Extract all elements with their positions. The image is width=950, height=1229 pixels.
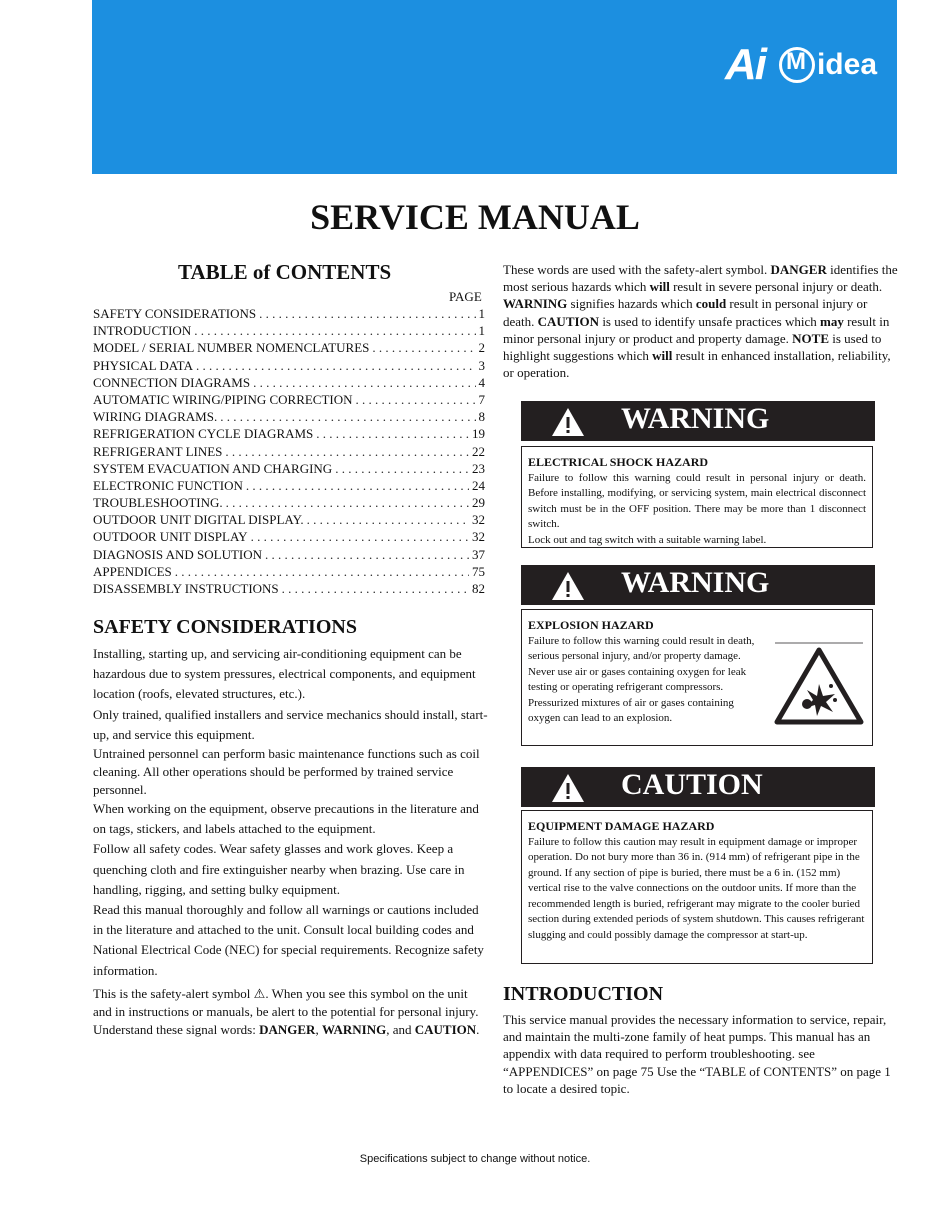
toc-entry-label: DISASSEMBLY INSTRUCTIONS [93, 581, 279, 596]
caution-word: CAUTION [414, 1021, 477, 1037]
toc-leader-dots [356, 392, 476, 408]
toc-entry[interactable] [93, 478, 485, 495]
toc-entry-page: 4 [478, 374, 485, 390]
header-banner [92, 0, 897, 174]
toc-entry-label: DIAGNOSIS AND SOLUTION [93, 546, 262, 562]
toc-entry-label: SYSTEM EVACUATION AND CHARGING [93, 460, 333, 476]
toc-leader-dots [225, 444, 469, 460]
explosion-hazard-icon [773, 642, 865, 726]
text-run: result in minor personal injury or product and property damage. [503, 313, 890, 346]
emphasis: will [652, 348, 673, 364]
toc-leader-dots [196, 358, 476, 374]
text-run: is used to highlight suggestions which [503, 330, 882, 364]
toc-entry[interactable] [93, 547, 485, 564]
toc-entry[interactable] [93, 340, 485, 357]
toc-entry-label: REFRIGERANT LINES [93, 443, 223, 459]
warning-banner [521, 401, 875, 441]
hazard-text: Failure to follow this warning could result in personal injury or death. Before installing, modifying, or servicing system, main electrical disconnect switch must be in the OFF position. There may be more than 1 disconnect switch. [528, 471, 866, 530]
toc-leader-dots [251, 529, 469, 545]
hazard-title: ELECTRICAL SHOCK HAZARD [528, 455, 709, 469]
introduction-text: This service manual provides the necessary information to service, repair, and maintain the multi-zone family of heat pumps. This manual has an appendix with data required to perform troubleshooting. see “APPENDICES” on page 75 Use the “TABLE of CONTENTS” on page 1 to locate a desired topic. [503, 1012, 891, 1096]
toc-entry-label: OUTDOOR UNIT DIGITAL DISPLAY. [93, 512, 304, 528]
safety-paragraph: Follow all safety codes. Wear safety glasses and work gloves. Keep a quenching cloth and fire extinguisher nearby when brazing. Use care in handling, rigging, and setting bulky equipment. [93, 841, 465, 897]
toc-entry-label: SAFETY CONSIDERATIONS [93, 306, 257, 321]
toc-leader-dots [259, 306, 475, 322]
warning-word: WARNING [503, 296, 568, 312]
toc-entry-page: 22 [472, 443, 485, 459]
warning-triangle-icon [551, 571, 585, 601]
toc-entry-label: OUTDOOR UNIT DISPLAY [93, 529, 248, 545]
midea-m-icon [779, 47, 815, 83]
toc-entry[interactable] [93, 512, 485, 529]
toc-entry-page: 82 [472, 581, 485, 596]
equipment-damage-box [521, 810, 873, 964]
toc-entry-page: 1 [478, 323, 485, 339]
safety-paragraph: Read this manual thoroughly and follow all warnings or cautions included in the literature and attached to the unit. Consult local building codes and National Electrical Code (NEC) for special requirements. Recognize safety information. [93, 902, 484, 978]
warning-triangle-icon [551, 407, 585, 437]
toc-entry[interactable] [93, 392, 485, 409]
toc-entry[interactable] [93, 375, 485, 392]
emphasis: could [695, 296, 727, 312]
separator: . [476, 1021, 480, 1037]
signal-words-paragraph [503, 261, 898, 381]
introduction-heading: INTRODUCTION [503, 983, 664, 1005]
hazard-text: Lock out and tag switch with a suitable warning label. [528, 533, 767, 546]
note-word: NOTE [792, 330, 830, 346]
toc-entry[interactable] [93, 564, 485, 581]
midea-logo-text: idea [816, 48, 877, 81]
brand-logo [725, 40, 877, 90]
footer-note: Specifications subject to change without notice. [359, 1153, 591, 1165]
toc-entry-page: 7 [478, 391, 485, 407]
safety-paragraph: Untrained personnel can perform basic maintenance functions such as coil cleaning. All other operations should be performed by trained service personnel. [93, 746, 480, 798]
toc-entry-page: 3 [478, 357, 485, 373]
toc-entry-page: 8 [478, 409, 485, 425]
toc-leader-dots [335, 461, 469, 477]
table-of-contents [93, 306, 485, 598]
safety-alert-icon: ⚠ [253, 985, 266, 1001]
emphasis: will [649, 279, 670, 295]
toc-leader-dots [265, 547, 469, 563]
toc-entry[interactable] [93, 461, 485, 478]
safety-alert-paragraph [93, 985, 488, 1039]
safety-heading: SAFETY CONSIDERATIONS [93, 616, 357, 638]
toc-entry-page: 75 [472, 563, 485, 579]
electrical-shock-box [521, 446, 873, 548]
hazard-text: Failure to follow this caution may result in equipment damage or improper operation. Do not bury more than 36 in. (914 mm) of refrigerant pipe in the ground. If any section of pipe is buried, there must be a 6 in. (152 mm) vertical rise to the valve connections on the outdoor units. If more than the recommended length is buried, refrigerant may migrate to the cooler buried section during extended periods of system shutdown. This causes refrigerant slugging and could possibly damage the compressor at start-up. [528, 835, 865, 941]
separator: , [315, 1021, 319, 1037]
warning-banner [521, 565, 875, 605]
toc-entry[interactable] [93, 444, 485, 461]
text-run: These words are used with the safety-alert symbol. [503, 262, 768, 277]
toc-page-label: PAGE [449, 289, 482, 304]
warning-word: WARNING [321, 1021, 387, 1037]
midea-logo [779, 47, 877, 83]
toc-entry-page: 23 [472, 460, 485, 476]
toc-entry[interactable] [93, 529, 485, 546]
toc-entry-label: ELECTRONIC FUNCTION [93, 477, 243, 493]
danger-word: DANGER [259, 1021, 316, 1037]
ai-logo: Ai [724, 40, 765, 89]
warning-label: WARNING [621, 402, 770, 435]
text-run: result in severe personal injury or death. [673, 279, 883, 295]
toc-entry[interactable] [93, 426, 485, 443]
toc-entry[interactable] [93, 306, 485, 323]
toc-leader-dots [175, 564, 469, 580]
toc-entry-label: WIRING DIAGRAMS. [93, 409, 218, 425]
signal-words-text [503, 261, 898, 381]
warning-label: WARNING [621, 566, 770, 599]
separator: , and [386, 1021, 412, 1037]
toc-leader-dots [316, 426, 469, 442]
caution-word: CAUTION [537, 313, 600, 329]
toc-entry-page: 19 [472, 426, 485, 442]
emphasis: may [820, 313, 844, 329]
text-run: identifies the most serious hazards which [503, 262, 898, 295]
toc-entry[interactable] [93, 581, 485, 598]
toc-entry-page: 1 [478, 306, 485, 321]
caution-label: CAUTION [621, 768, 763, 801]
danger-word: DANGER [770, 262, 827, 277]
toc-entry-label: AUTOMATIC WIRING/PIPING CORRECTION [93, 391, 353, 407]
text-run: signifies hazards which [570, 296, 693, 312]
toc-entry-label: PHYSICAL DATA [93, 357, 193, 373]
caution-banner [521, 767, 875, 807]
text-run: result in personal injury or death. [503, 296, 868, 329]
toc-entry-label: APPENDICES [93, 563, 172, 579]
safety-text [93, 644, 488, 1039]
safety-paragraph: Only trained, qualified installers and service mechanics should install, start-up, and service this equipment. [93, 706, 488, 742]
toc-leader-dots [307, 512, 469, 528]
toc-entry[interactable] [93, 409, 485, 426]
toc-leader-dots [372, 340, 475, 356]
text-run: is used to identify unsafe practices which [602, 313, 817, 329]
toc-entry[interactable] [93, 323, 485, 340]
text-run: result in enhanced installation, reliability, or operation. [503, 348, 891, 381]
toc-entry-label: INTRODUCTION [93, 323, 192, 339]
safety-paragraph: When working on the equipment, observe precautions in the literature and on tags, stickers, and labels attached to the equipment. [93, 801, 479, 837]
toc-entry-page: 24 [472, 477, 485, 493]
toc-entry-page: 29 [472, 495, 485, 511]
toc-entry-label: MODEL / SERIAL NUMBER NOMENCLATURES [93, 340, 370, 356]
hazard-title: EQUIPMENT DAMAGE HAZARD [528, 819, 715, 833]
toc-entry-page: 32 [472, 529, 485, 545]
safety-alert-text: This is the safety-alert symbol [93, 985, 251, 1001]
toc-entry-label: CONNECTION DIAGRAMS [93, 374, 251, 390]
safety-paragraph: Installing, starting up, and servicing air-conditioning equipment can be hazardous due to system pressures, electrical components, and equipment location (roofs, elevated structures, etc.). [93, 646, 476, 702]
toc-entry-page: 37 [472, 546, 485, 562]
page-title: SERVICE MANUAL [310, 197, 640, 237]
toc-leader-dots [220, 409, 475, 425]
toc-heading: TABLE of CONTENTS [178, 260, 392, 284]
toc-leader-dots [246, 478, 469, 494]
toc-leader-dots [282, 581, 469, 597]
toc-entry-label: TROUBLESHOOTING. [93, 495, 223, 511]
toc-leader-dots [226, 495, 469, 511]
toc-entry[interactable] [93, 495, 485, 512]
caution-triangle-icon [551, 773, 585, 803]
toc-leader-dots [253, 375, 475, 391]
safety-alert-text: . When you see this symbol on the unit and in instructions or manuals, be alert to the potential for personal injury. Understand these signal words: [93, 985, 479, 1037]
hazard-text: Failure to follow this warning could result in death, serious personal injury, and/or property damage. Never use air or gases containing oxygen for leak testing or operating refrigerant compressors. Pressurized mixtures of air or gases containing oxygen can lead to an explosion. [528, 634, 755, 724]
toc-entry-label: REFRIGERATION CYCLE DIAGRAMS [93, 426, 314, 442]
toc-entry-page: 2 [478, 340, 485, 356]
toc-leader-dots [194, 323, 475, 339]
hazard-title: EXPLOSION HAZARD [528, 618, 654, 632]
toc-entry-page: 32 [472, 512, 485, 528]
toc-entry[interactable] [93, 358, 485, 375]
